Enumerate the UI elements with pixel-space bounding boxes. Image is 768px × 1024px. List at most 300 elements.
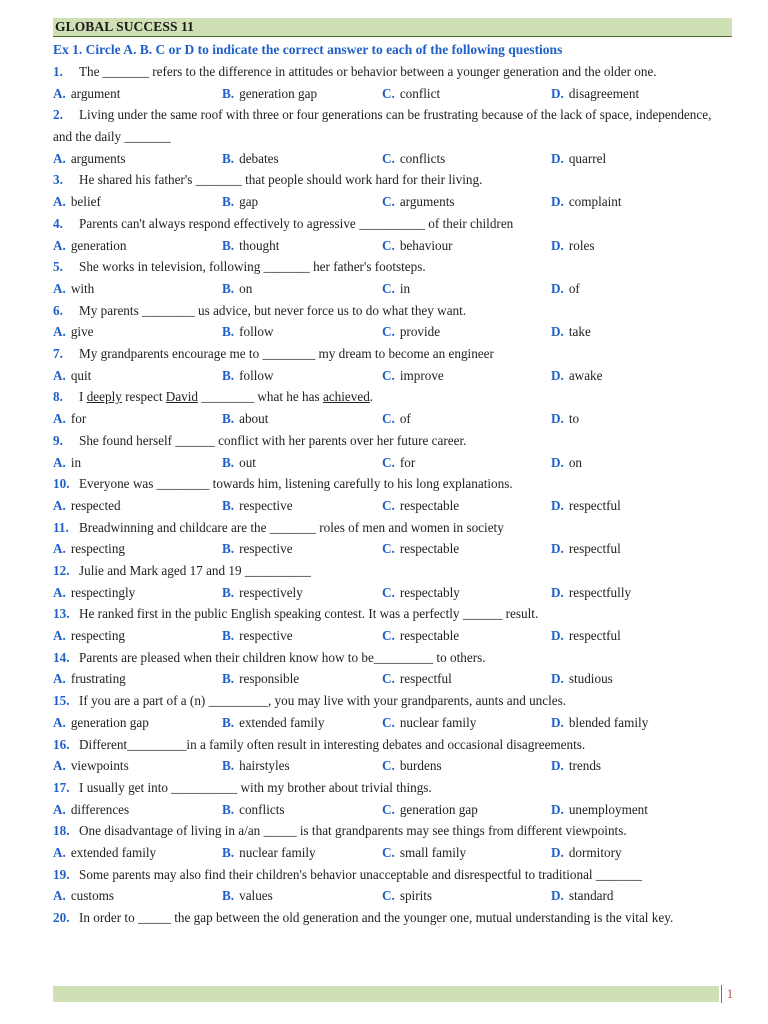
question-text: I	[79, 389, 87, 405]
answer-option[interactable]	[551, 625, 621, 647]
option-letter: C.	[382, 845, 395, 861]
answer-option[interactable]	[551, 755, 601, 777]
question-text: ________ what he has	[198, 389, 323, 405]
question-number: 11.	[53, 519, 69, 535]
option-text: respective	[239, 628, 293, 644]
option-letter: D.	[551, 845, 564, 861]
answer-option[interactable]	[222, 668, 299, 690]
underlined-word: David	[165, 389, 199, 405]
option-text: frustrating	[70, 671, 126, 687]
answer-option[interactable]	[551, 799, 648, 821]
option-letter: D.	[551, 85, 564, 101]
answer-option[interactable]	[382, 235, 453, 257]
question-stem	[53, 256, 733, 278]
option-letter: A.	[53, 671, 66, 687]
option-text: quit	[70, 367, 92, 383]
option-text: with	[70, 280, 95, 296]
option-text: respective	[239, 497, 293, 513]
header-bar	[53, 18, 732, 37]
question-list	[53, 61, 733, 929]
question-text: I usually get into __________ with my brother about trivial things.	[79, 779, 432, 795]
option-letter: D.	[551, 541, 564, 557]
option-text: behaviour	[399, 237, 453, 253]
question-stem	[53, 820, 733, 842]
option-letter: B.	[222, 888, 235, 904]
option-letter: B.	[222, 584, 235, 600]
option-text: roles	[568, 237, 595, 253]
option-letter: D.	[551, 324, 564, 340]
question-stem	[53, 777, 733, 799]
answer-options	[53, 668, 733, 690]
answer-option[interactable]	[551, 83, 639, 105]
option-letter: A.	[53, 194, 66, 210]
option-text: in	[399, 280, 411, 296]
option-text: respectable	[399, 541, 460, 557]
question-number: 6.	[53, 302, 63, 318]
answer-option[interactable]	[53, 625, 125, 647]
answer-options	[53, 365, 733, 387]
question-stem	[53, 300, 733, 322]
answer-option[interactable]	[222, 452, 256, 474]
answer-option[interactable]	[53, 321, 94, 343]
option-letter: A.	[53, 85, 66, 101]
option-text: generation gap	[399, 801, 478, 817]
option-letter: D.	[551, 758, 564, 774]
answer-option[interactable]	[222, 799, 285, 821]
answer-option[interactable]	[382, 191, 455, 213]
option-text: on	[568, 454, 583, 470]
answer-options	[53, 148, 733, 170]
answer-options	[53, 712, 733, 734]
answer-option[interactable]	[551, 885, 614, 907]
footer-bar	[53, 986, 719, 1002]
answer-option[interactable]	[222, 755, 290, 777]
answer-option[interactable]	[53, 191, 101, 213]
question-stem	[53, 61, 733, 83]
answer-options	[53, 191, 733, 213]
option-text: unemployment	[568, 801, 648, 817]
question-stem	[53, 473, 733, 495]
answer-option[interactable]	[382, 712, 476, 734]
answer-option[interactable]	[382, 625, 459, 647]
option-text: respectable	[399, 497, 460, 513]
question-stem	[53, 430, 733, 452]
answer-option[interactable]	[53, 668, 126, 690]
option-text: respective	[239, 541, 293, 557]
option-letter: D.	[551, 454, 564, 470]
option-text: about	[239, 411, 269, 427]
answer-option[interactable]	[382, 408, 411, 430]
option-text: conflicts	[239, 801, 285, 817]
answer-option[interactable]	[222, 83, 317, 105]
option-letter: C.	[382, 671, 395, 687]
option-text: responsible	[239, 671, 300, 687]
option-text: of	[568, 280, 580, 296]
answer-option[interactable]	[551, 842, 622, 864]
option-text: respectable	[399, 628, 460, 644]
question-stem	[53, 603, 733, 625]
answer-option[interactable]	[53, 83, 120, 105]
question-number: 20.	[53, 910, 70, 926]
option-letter: D.	[551, 584, 564, 600]
answer-option[interactable]	[222, 712, 324, 734]
answer-option[interactable]	[551, 365, 603, 387]
option-letter: B.	[222, 801, 235, 817]
question-text: If you are a part of a (n) _________, you may live with your grandparents, aunts and uncles.	[79, 693, 567, 709]
question-stem	[53, 169, 733, 191]
option-text: complaint	[568, 194, 622, 210]
option-text: extended family	[239, 714, 325, 730]
option-letter: D.	[551, 628, 564, 644]
option-letter: B.	[222, 411, 235, 427]
answer-option[interactable]	[382, 495, 459, 517]
option-text: follow	[239, 367, 274, 383]
option-text: generation gap	[239, 85, 318, 101]
answer-option[interactable]	[382, 799, 478, 821]
option-text: respectively	[239, 584, 303, 600]
answer-options	[53, 625, 733, 647]
option-text: disagreement	[568, 85, 640, 101]
answer-option[interactable]	[222, 365, 274, 387]
answer-option[interactable]	[382, 83, 440, 105]
question-text: Everyone was ________ towards him, listening carefully to his long explanations.	[79, 476, 513, 492]
option-text: for	[70, 411, 87, 427]
answer-option[interactable]	[53, 365, 91, 387]
option-letter: B.	[222, 237, 235, 253]
option-letter: C.	[382, 584, 395, 600]
option-text: gap	[239, 194, 259, 210]
option-letter: C.	[382, 194, 395, 210]
option-letter: C.	[382, 541, 395, 557]
answer-option[interactable]	[222, 538, 293, 560]
option-letter: D.	[551, 671, 564, 687]
option-letter: D.	[551, 888, 564, 904]
answer-option[interactable]	[551, 538, 621, 560]
option-letter: A.	[53, 541, 66, 557]
question-number: 10.	[53, 476, 70, 492]
answer-option[interactable]	[53, 278, 94, 300]
option-letter: C.	[382, 454, 395, 470]
option-letter: B.	[222, 367, 235, 383]
option-text: respectful	[568, 541, 621, 557]
option-text: blended family	[568, 714, 649, 730]
option-letter: A.	[53, 888, 66, 904]
option-text: respectingly	[70, 584, 136, 600]
question-stem	[53, 386, 733, 408]
option-letter: B.	[222, 497, 235, 513]
question-text: She works in television, following _______ her father's footsteps.	[79, 259, 426, 275]
option-letter: C.	[382, 497, 395, 513]
option-letter: D.	[551, 150, 564, 166]
option-letter: A.	[53, 628, 66, 644]
option-text: respected	[70, 497, 121, 513]
answer-option[interactable]	[222, 148, 279, 170]
answer-option[interactable]	[222, 191, 258, 213]
answer-option[interactable]	[382, 885, 432, 907]
answer-option[interactable]	[222, 408, 268, 430]
question-text: Parents are pleased when their children know how to be_________ to others.	[79, 649, 486, 665]
question-text: She found herself ______ conflict with her parents over her future career.	[79, 432, 467, 448]
question-text: Living under the same roof with three or four generations can be frustrating because of the lack of space, independence, and the daily _______	[53, 107, 712, 145]
answer-option[interactable]	[551, 235, 594, 257]
answer-option[interactable]	[53, 408, 86, 430]
option-letter: B.	[222, 541, 235, 557]
option-text: differences	[70, 801, 130, 817]
question-text: One disadvantage of living in a/an _____ is that grandparents may see things from different viewpoints.	[79, 823, 627, 839]
option-letter: D.	[551, 801, 564, 817]
option-text: trends	[568, 758, 602, 774]
option-letter: D.	[551, 237, 564, 253]
question-text: Breadwinning and childcare are the _______ roles of men and women in society	[79, 519, 504, 535]
answer-option[interactable]	[551, 191, 622, 213]
question-number: 1.	[53, 64, 63, 79]
option-letter: C.	[382, 628, 395, 644]
option-text: in	[70, 454, 82, 470]
option-text: thought	[239, 237, 280, 253]
answer-option[interactable]	[382, 321, 440, 343]
option-letter: C.	[382, 758, 395, 774]
option-letter: C.	[382, 888, 395, 904]
underlined-word: deeply	[86, 389, 122, 405]
answer-option[interactable]	[382, 842, 466, 864]
option-text: of	[399, 411, 411, 427]
document-title: GLOBAL SUCCESS 11	[55, 19, 195, 34]
answer-option[interactable]	[222, 885, 273, 907]
answer-option[interactable]	[53, 235, 126, 257]
answer-option[interactable]	[382, 668, 452, 690]
option-text: quarrel	[568, 150, 607, 166]
option-letter: C.	[382, 85, 395, 101]
answer-option[interactable]	[382, 278, 410, 300]
answer-option[interactable]	[222, 582, 303, 604]
question-text: Julie and Mark aged 17 and 19 __________	[79, 563, 311, 578]
question-stem	[53, 907, 733, 929]
answer-option[interactable]	[551, 495, 621, 517]
option-text: debates	[239, 150, 279, 166]
option-letter: C.	[382, 714, 395, 730]
answer-option[interactable]	[551, 712, 648, 734]
option-text: conflict	[399, 85, 441, 101]
option-letter: A.	[53, 237, 66, 253]
answer-option[interactable]	[382, 148, 445, 170]
option-text: respectful	[399, 671, 452, 687]
question-stem	[53, 864, 733, 886]
answer-option[interactable]	[53, 495, 121, 517]
answer-option[interactable]	[53, 712, 149, 734]
option-letter: A.	[53, 497, 66, 513]
option-letter: C.	[382, 280, 395, 296]
option-text: burdens	[399, 758, 442, 774]
question-number: 17.	[53, 779, 70, 795]
answer-option[interactable]	[551, 452, 582, 474]
question-number: 16.	[53, 736, 70, 752]
option-letter: B.	[222, 628, 235, 644]
option-text: give	[70, 324, 94, 340]
option-text: respectably	[399, 584, 460, 600]
option-letter: A.	[53, 584, 66, 600]
answer-option[interactable]	[53, 842, 156, 864]
option-letter: C.	[382, 150, 395, 166]
option-text: generation gap	[70, 714, 149, 730]
underlined-word: achieved	[322, 389, 370, 405]
question-stem	[53, 213, 733, 235]
option-text: nuclear family	[399, 714, 477, 730]
answer-options	[53, 452, 733, 474]
answer-option[interactable]	[551, 668, 613, 690]
question-stem	[53, 517, 733, 539]
option-letter: A.	[53, 845, 66, 861]
option-text: awake	[568, 367, 603, 383]
option-letter: A.	[53, 714, 66, 730]
option-text: follow	[239, 324, 274, 340]
answer-option[interactable]	[53, 582, 135, 604]
option-letter: B.	[222, 758, 235, 774]
answer-option[interactable]	[222, 842, 316, 864]
option-letter: C.	[382, 237, 395, 253]
answer-option[interactable]	[53, 538, 125, 560]
option-text: spirits	[399, 888, 433, 904]
answer-options	[53, 235, 733, 257]
answer-options	[53, 799, 733, 821]
answer-option[interactable]	[382, 365, 444, 387]
question-text: My parents ________ us advice, but never force us to do what they want.	[79, 302, 467, 318]
question-stem	[53, 734, 733, 756]
question-number: 18.	[53, 823, 70, 839]
answer-options	[53, 538, 733, 560]
answer-option[interactable]	[53, 452, 81, 474]
option-text: studious	[568, 671, 613, 687]
option-text: argument	[70, 85, 121, 101]
answer-option[interactable]	[53, 755, 129, 777]
option-letter: D.	[551, 194, 564, 210]
question-number: 9.	[53, 432, 63, 448]
answer-option[interactable]	[551, 408, 579, 430]
option-letter: B.	[222, 150, 235, 166]
option-text: standard	[568, 888, 614, 904]
option-letter: A.	[53, 801, 66, 817]
option-letter: C.	[382, 324, 395, 340]
option-text: respecting	[70, 628, 126, 644]
question-number: 5.	[53, 259, 63, 275]
answer-option[interactable]	[53, 885, 114, 907]
question-number: 15.	[53, 693, 70, 709]
answer-option[interactable]	[551, 278, 580, 300]
option-letter: C.	[382, 801, 395, 817]
question-text: Parents can't always respond effectively to agressive __________ of their children	[79, 215, 514, 231]
option-letter: A.	[53, 411, 66, 427]
option-letter: D.	[551, 714, 564, 730]
option-text: viewpoints	[70, 758, 129, 774]
option-text: nuclear family	[239, 845, 316, 861]
option-text: respectful	[568, 628, 621, 644]
question-number: 19.	[53, 866, 70, 882]
question-stem	[53, 560, 733, 582]
answer-option[interactable]	[382, 755, 442, 777]
question-text: .	[369, 389, 374, 405]
question-text: In order to _____ the gap between the old generation and the younger one, mutual understanding is the vital key.	[79, 910, 674, 926]
question-text: My grandparents encourage me to ________ my dream to become an engineer	[79, 346, 494, 362]
option-letter: D.	[551, 497, 564, 513]
option-letter: D.	[551, 367, 564, 383]
question-text: The _______ refers to the difference in attitudes or behavior between a younger generation and the older one.	[79, 64, 657, 79]
option-text: respecting	[70, 541, 126, 557]
answer-option[interactable]	[382, 538, 459, 560]
option-text: for	[399, 454, 416, 470]
option-letter: C.	[382, 367, 395, 383]
answer-option[interactable]	[222, 321, 274, 343]
question-text: Different_________in a family often result in interesting debates and occasional disagreements.	[79, 736, 586, 752]
answer-option[interactable]	[222, 235, 279, 257]
option-letter: C.	[382, 411, 395, 427]
question-stem	[53, 343, 733, 365]
option-letter: A.	[53, 367, 66, 383]
option-letter: A.	[53, 758, 66, 774]
answer-option[interactable]	[53, 148, 126, 170]
option-text: small family	[399, 845, 467, 861]
option-letter: D.	[551, 411, 564, 427]
question-number: 8.	[53, 389, 63, 405]
option-letter: A.	[53, 324, 66, 340]
answer-option[interactable]	[382, 582, 460, 604]
question-number: 7.	[53, 346, 63, 362]
option-letter: A.	[53, 454, 66, 470]
option-letter: B.	[222, 845, 235, 861]
option-text: to	[568, 411, 580, 427]
option-text: improve	[399, 367, 444, 383]
option-text: out	[239, 454, 256, 470]
question-number: 13.	[53, 606, 70, 622]
answer-option[interactable]	[222, 495, 293, 517]
exercise-instruction: Ex 1. Circle A. B. C or D to indicate the correct answer to each of the following questions	[53, 42, 563, 57]
option-letter: B.	[222, 324, 235, 340]
option-text: belief	[70, 194, 101, 210]
option-letter: B.	[222, 85, 235, 101]
option-text: extended family	[70, 845, 157, 861]
answer-option[interactable]	[382, 452, 415, 474]
option-letter: B.	[222, 194, 235, 210]
question-text: Some parents may also find their children's behavior unacceptable and disrespectful to traditional _______	[79, 866, 643, 882]
answer-options	[53, 495, 733, 517]
option-text: provide	[399, 324, 441, 340]
option-text: dormitory	[568, 845, 622, 861]
question-number: 14.	[53, 649, 70, 665]
question-number: 4.	[53, 215, 63, 231]
option-letter: B.	[222, 671, 235, 687]
answer-option[interactable]	[551, 321, 591, 343]
option-text: on	[239, 280, 253, 296]
option-text: arguments	[70, 150, 126, 166]
option-text: generation	[70, 237, 127, 253]
answer-options	[53, 278, 733, 300]
answer-option[interactable]	[551, 148, 606, 170]
question-stem	[53, 104, 733, 147]
answer-option[interactable]	[222, 625, 293, 647]
option-letter: B.	[222, 280, 235, 296]
option-letter: A.	[53, 150, 66, 166]
option-text: values	[239, 888, 273, 904]
answer-options	[53, 755, 733, 777]
option-text: respectful	[568, 497, 621, 513]
answer-option[interactable]	[53, 799, 129, 821]
option-text: hairstyles	[239, 758, 290, 774]
option-text: respectfully	[568, 584, 632, 600]
answer-option[interactable]	[551, 582, 631, 604]
answer-options	[53, 321, 733, 343]
question-text: respect	[121, 389, 166, 405]
question-number: 2.	[53, 107, 63, 123]
question-number: 3.	[53, 172, 63, 188]
answer-option[interactable]	[222, 278, 252, 300]
